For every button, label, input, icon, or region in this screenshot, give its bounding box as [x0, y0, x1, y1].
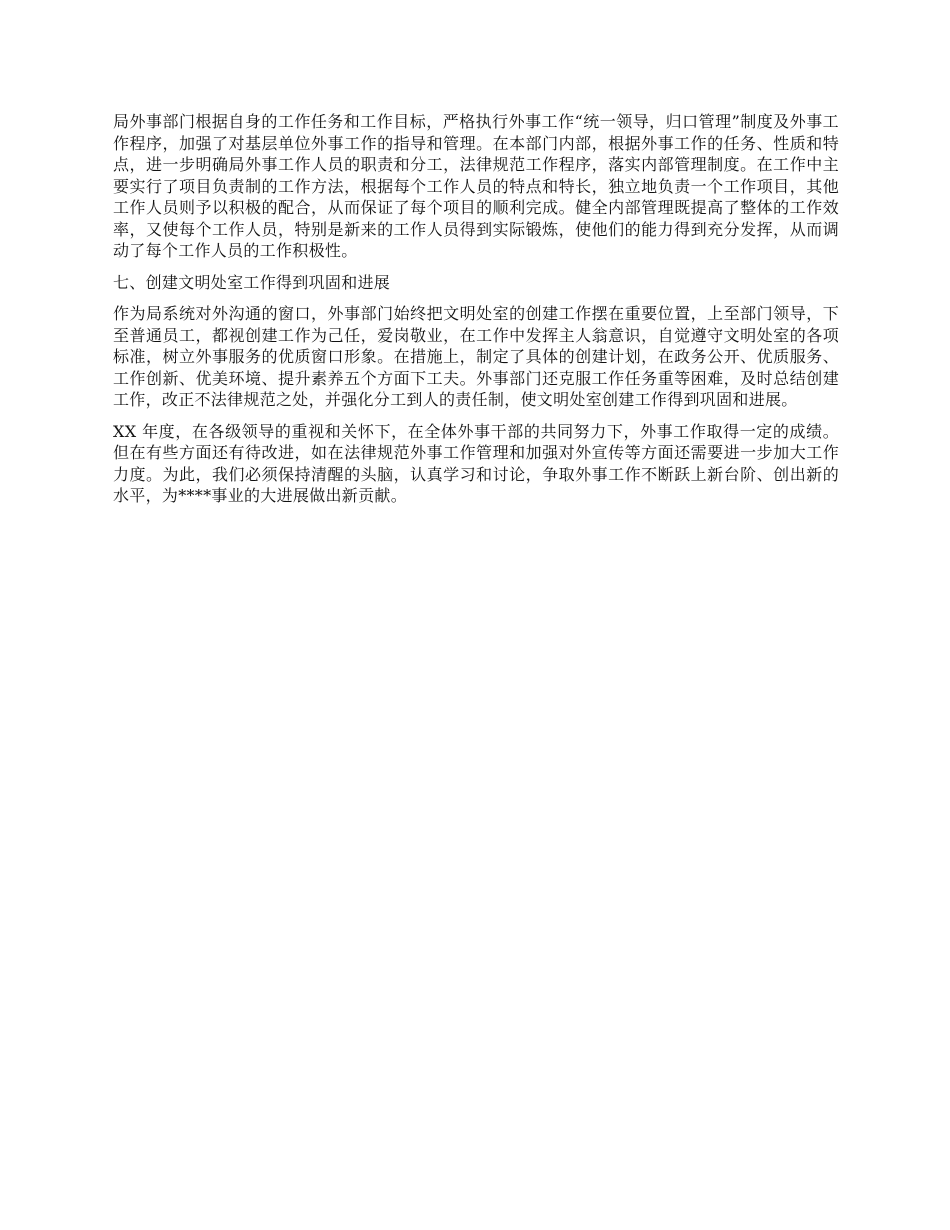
document-page	[113, 111, 839, 507]
body-paragraph-conclusion: XX 年度，在各级领导的重视和关怀下，在全体外事干部的共同努力下，外事工作取得一定的成绩。但在有些方面还有待改进，如在法律规范外事工作管理和加强对外宣传等方面还需要进一步加大工作力度。为此，我们必须保持清醒的头脑，认真学习和讨论，争取外事工作不断跃上新台阶、创出新的水平，为****事业的大进展做出新贡献。	[113, 421, 839, 505]
body-paragraph-civilized-office: 作为局系统对外沟通的窗口，外事部门始终把文明处室的创建工作摆在重要位置，上至部门领导，下至普通员工，都视创建工作为己任，爱岗敬业，在工作中发挥主人翁意识，自觉遵守文明处室的各项标准，树立外事服务的优质窗口形象。在措施上，制定了具体的创建计划，在政务公开、优质服务、工作创新、优美环境、提升素养五个方面下工夫。外事部门还克服工作任务重等困难，及时总结创建工作，改正不法律规范之处，并强化分工到人的责任制，使文明处室创建工作得到巩固和进展。	[113, 304, 839, 409]
section-heading-7: 七、创建文明处室工作得到巩固和进展	[113, 272, 391, 292]
body-paragraph-management: 局外事部门根据自身的工作任务和工作目标，严格执行外事工作“统一领导，归口管理”制度及外事工作程序，加强了对基层单位外事工作的指导和管理。在本部门内部，根据外事工作的任务、性质和特点，进一步明确局外事工作人员的职责和分工，法律规范工作程序，落实内部管理制度。在工作中主要实行了项目负责制的工作方法，根据每个工作人员的特点和特长，独立地负责一个工作项目，其他工作人员则予以积极的配合，从而保证了每个项目的顺利完成。健全内部管理既提高了整体的工作效率，又使每个工作人员，特别是新来的工作人员得到实际锻炼，使他们的能力得到充分发挥，从而调动了每个工作人员的工作积极性。	[113, 112, 839, 260]
